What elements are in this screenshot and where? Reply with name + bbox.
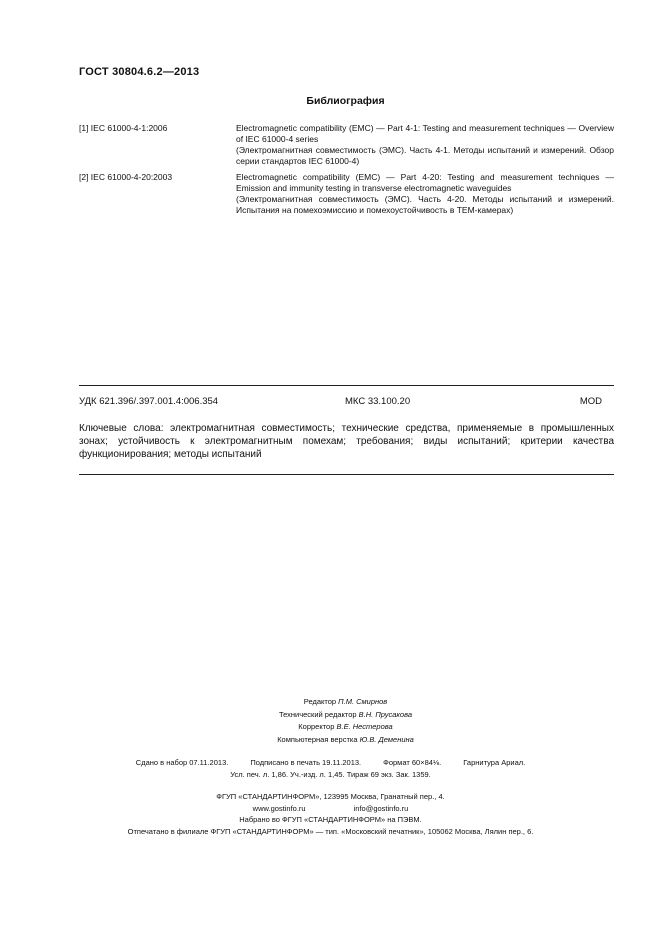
publisher-email[interactable]: info@gostinfo.ru [353, 803, 409, 813]
bibliography-ref-1 [79, 123, 614, 168]
ref-title-ru: (Электромагнитная совместимость (ЭМС). Часть 4-20. Методы испытаний и измерений. Испытания на помехоэмиссию и помехоустойчивость в ТЕМ-камерах) [236, 194, 614, 215]
ref-number: [2] IEC 61000-4-20:2003 [79, 172, 173, 182]
ref-title-en: Electromagnetic compatibility (EMC) — Part 4-1: Testing and measurement techniques — Overview of IEC 61000-4 series [236, 123, 614, 144]
ref-number: [1] IEC 61000-4-1:2006 [79, 123, 168, 133]
standard-designation: ГОСТ 30804.6.2—2013 [79, 66, 200, 78]
bibliography-title: Библиография [306, 95, 385, 107]
print-info-line-1: Сдано в набор 07.11.2013. Подписано в печать 19.11.2013. Формат 60×84⅛. Гарнитура Ариал. [135, 758, 526, 767]
divider-top [79, 385, 614, 386]
bibliography-ref-2 [79, 172, 614, 232]
credits [0, 696, 661, 746]
udk-code: УДК 621.396/.397.001.4:006.354 [79, 396, 219, 407]
print-info [0, 757, 661, 780]
publisher-contacts [0, 803, 661, 815]
print-info-line-2: Усл. печ. л. 1,86. Уч.-изд. л. 1,45. Тираж 69 экз. Зак. 1359. [230, 769, 431, 779]
credit-line: Редактор П.М. Смирнов [303, 697, 388, 706]
credit-line: Технический редактор В.Н. Прусакова [278, 709, 413, 719]
publisher-info [0, 791, 661, 837]
divider-bottom [79, 474, 614, 475]
publisher-website[interactable]: www.gostinfo.ru [252, 803, 306, 813]
credit-line: Компьютерная верстка Ю.В. Деменина [277, 734, 414, 744]
ref-title-en: Electromagnetic compatibility (EMC) — Part 4-20: Testing and measurement techniques — Emission and immunity testing in transverse electromagnetic waveguides [236, 172, 614, 193]
keywords: Ключевые слова: электромагнитная совместимость; технические средства, применяемые в промышленных зонах; устойчивость к электромагнитным помехам; требования; виды испытаний; критерии качества функционирования; методы испытаний [79, 423, 614, 460]
credit-line: Корректор В.Е. Нестерова [298, 722, 393, 731]
publisher-address: ФГУП «СТАНДАРТИНФОРМ», 123995 Москва, Гранатный пер., 4. [216, 792, 445, 801]
mod-mark: MOD [579, 396, 602, 407]
typeset-note: Набрано во ФГУП «СТАНДАРТИНФОРМ» на ПЭВМ. [239, 815, 422, 824]
mks-code: МКС 33.100.20 [345, 396, 411, 407]
printed-note: Отпечатано в филиале ФГУП «СТАНДАРТИНФОРМ» — тип. «Московский печатник», 105062 Москва, Лялин пер., 6. [127, 826, 534, 836]
ref-title-ru: (Электромагнитная совместимость (ЭМС). Часть 4-1. Методы испытаний и измерений. Обзор серии стандартов IEC 61000-4) [236, 145, 614, 166]
